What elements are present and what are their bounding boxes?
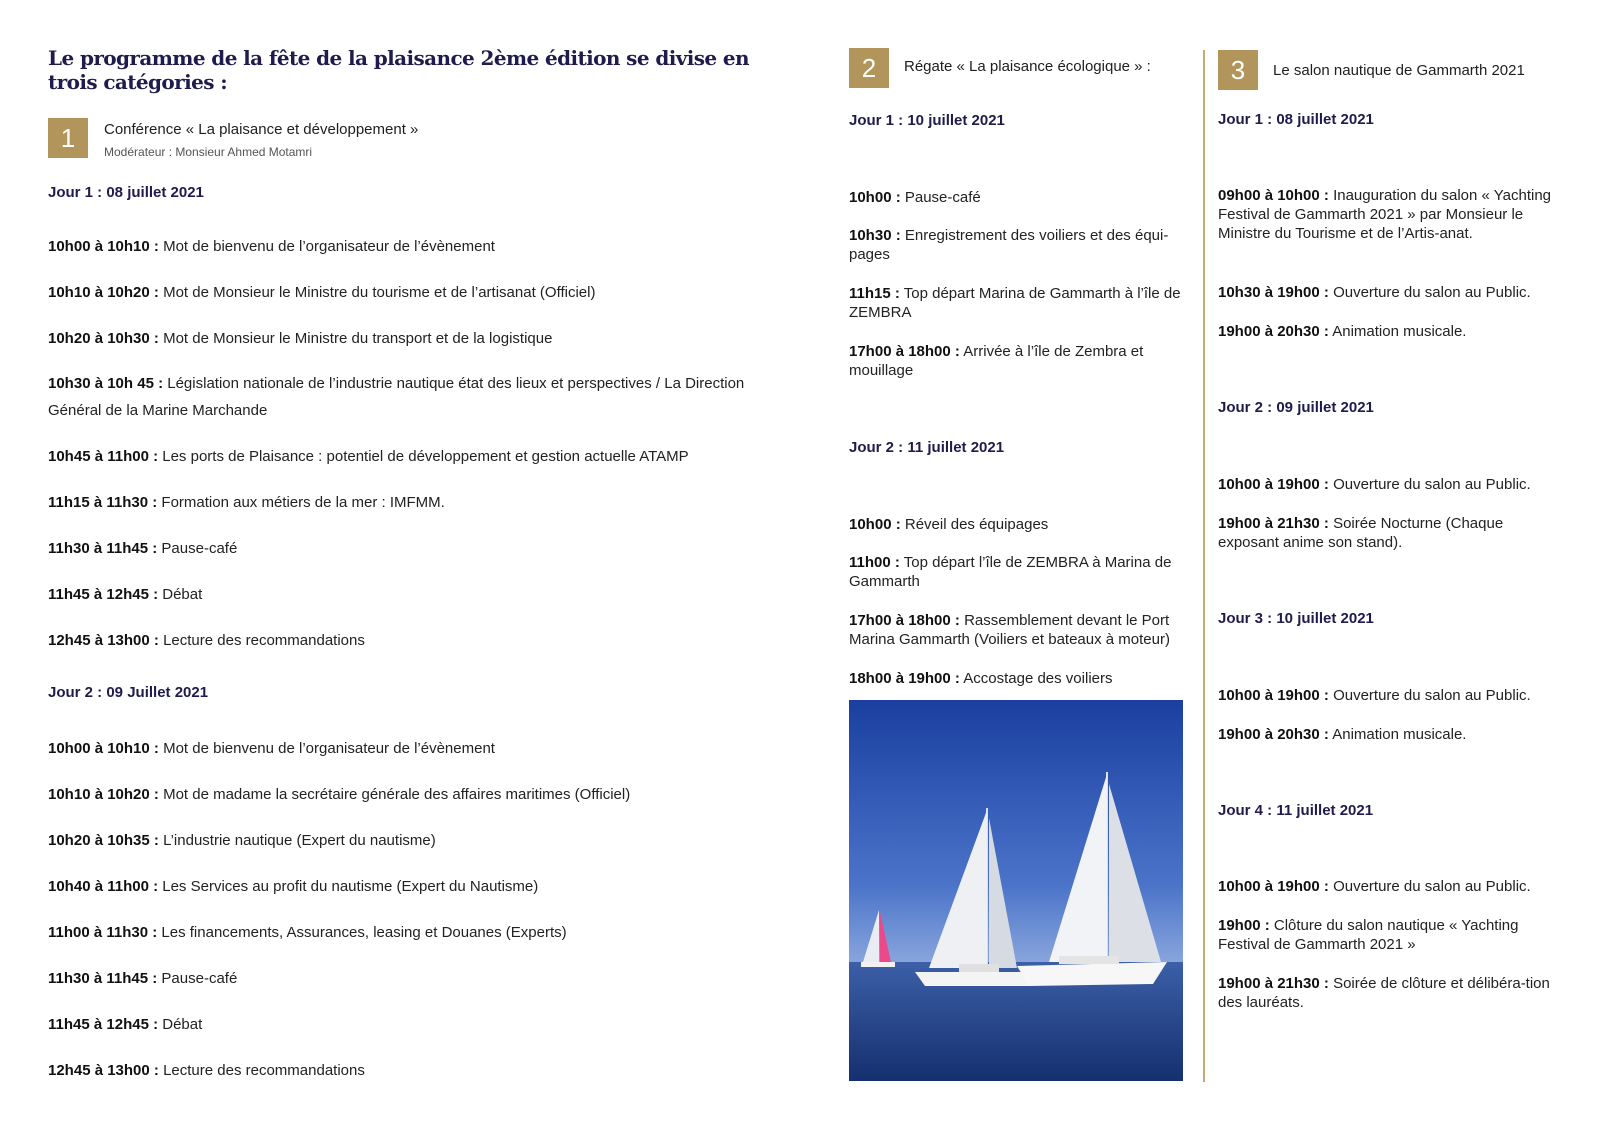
schedule-item [1218,686,1558,705]
item-text: Enregistrement des voiliers et des équi-pages [849,227,1169,263]
day-heading: Jour 1 : 08 juillet 2021 [1218,111,1374,128]
schedule-item [48,237,768,256]
schedule-item [48,785,768,804]
item-time: 10h00 à 19h00 : [1218,476,1329,493]
day-heading: Jour 2 : 09 juillet 2021 [1218,399,1374,416]
item-time: 11h45 à 12h45 : [48,1016,159,1033]
schedule-item [849,226,1199,264]
schedule-item [1218,916,1558,954]
item-text: Débat [158,586,203,603]
schedule-item [849,669,1199,688]
item-text: Top départ l’île de ZEMBRA à Marina de Gammarth [849,554,1172,590]
item-time: 18h00 à 19h00 : [849,670,960,687]
schedule-item [48,1015,768,1034]
item-time: 10h45 à 11h00 : [48,448,159,465]
day-heading: Jour 3 : 10 juillet 2021 [1218,610,1374,627]
item-text: Top départ Marina de Gammarth à l’île de ZEMBRA [849,285,1181,321]
item-time: 19h00 à 21h30 : [1218,975,1329,992]
schedule-item [48,631,768,650]
item-text: Mot de Monsieur le Ministre du transport et de la logistique [158,330,553,347]
item-text: Rassemblement devant le Port Marina Gammarth (Voiliers et bateaux à moteur) [849,612,1170,648]
schedule-item [48,539,768,558]
item-text: Mot de bienvenu de l’organisateur de l’évènement [158,740,495,757]
schedule-item [1218,475,1558,494]
item-text: Formation aux métiers de la mer : IMFMM. [157,494,445,511]
schedule-item [48,329,768,348]
day-heading: Jour 1 : 08 juillet 2021 [48,184,204,201]
page-title: Le programme de la fête de la plaisance 2ème édition se divise en trois catégories : [48,46,749,94]
item-time: 10h00 à 19h00 : [1218,878,1329,895]
item-text: Accostage des voiliers [959,670,1113,687]
item-text: Animation musicale. [1328,726,1467,743]
section-heading: Le salon nautique de Gammarth 2021 [1273,62,1525,79]
item-text: Lecture des recommandations [158,1062,365,1079]
schedule-item [48,283,768,302]
item-text: Mot de Monsieur le Ministre du tourisme et de l’artisanat (Officiel) [158,284,596,301]
schedule-item [48,493,768,512]
item-text: Pause-café [157,970,238,987]
item-text: Soirée Nocturne (Chaque exposant anime son stand). [1218,515,1504,551]
item-text: Ouverture du salon au Public. [1328,687,1531,704]
schedule-item [849,342,1199,380]
item-time: 11h00 : [849,554,900,571]
item-time: 10h00 : [849,189,901,206]
schedule-item [1218,186,1558,243]
schedule-item [849,515,1199,534]
schedule-item [48,923,768,942]
item-time: 10h20 à 10h30 : [48,330,159,347]
item-text: Les financements, Assurances, leasing et Douanes (Experts) [157,924,567,941]
schedule-item [48,739,768,758]
item-time: 17h00 à 18h00 : [849,343,960,360]
item-text: Mot de bienvenu de l’organisateur de l’évènement [158,238,495,255]
schedule-item [48,877,768,896]
day-heading: Jour 1 : 10 juillet 2021 [849,112,1005,129]
schedule-item [48,585,768,604]
schedule-item [1218,514,1558,552]
item-text: Clôture du salon nautique « Yachting Festival de Gammarth 2021 » [1218,917,1519,953]
item-time: 17h00 à 18h00 : [849,612,960,629]
schedule-item [849,611,1199,649]
item-time: 10h00 : [849,516,901,533]
item-text: Réveil des équipages [900,516,1049,533]
item-text: Ouverture du salon au Public. [1328,878,1531,895]
item-time: 10h00 à 10h10 : [48,740,159,757]
column-divider [1203,50,1205,1082]
item-time: 19h00 : [1218,917,1270,934]
schedule-item [849,553,1199,591]
item-time: 11h30 à 11h45 : [48,970,158,987]
item-time: 10h00 à 19h00 : [1218,687,1329,704]
item-time: 10h30 : [849,227,901,244]
schedule-item [48,370,768,424]
item-time: 11h15 à 11h30 : [48,494,158,511]
item-time: 10h30 à 19h00 : [1218,284,1329,301]
section-number-badge: 3 [1218,50,1258,90]
item-time: 09h00 à 10h00 : [1218,187,1329,204]
item-time: 10h40 à 11h00 : [48,878,159,895]
sailboats-photo [849,700,1183,1081]
item-text: Les Services au profit du nautisme (Expert du Nautisme) [158,878,539,895]
schedule-item [1218,283,1558,302]
section-number-badge: 2 [849,48,889,88]
moderator-line: Modérateur : Monsieur Ahmed Motamri [104,145,313,159]
day-heading: Jour 4 : 11 juillet 2021 [1218,802,1374,819]
schedule-item [1218,322,1558,341]
schedule-item [48,447,768,466]
item-text: Législation nationale de l’industrie nautique état des lieux et perspectives / La Direction Général de la Marine Marchande [48,375,745,419]
item-time: 11h15 : [849,285,900,302]
section-heading: Conférence « La plaisance et développement » [104,121,419,138]
schedule-item [48,831,768,850]
item-text: Mot de madame la secrétaire générale des affaires maritimes (Officiel) [158,786,631,803]
item-text: Pause-café [900,189,981,206]
item-time: 11h30 à 11h45 : [48,540,158,557]
item-time: 11h45 à 12h45 : [48,586,159,603]
item-text: Lecture des recommandations [158,632,365,649]
schedule-item [1218,725,1558,744]
day-heading: Jour 2 : 11 juillet 2021 [849,439,1005,456]
item-text: Débat [158,1016,203,1033]
section-number-badge: 1 [48,118,88,158]
item-time: 19h00 à 20h30 : [1218,323,1329,340]
schedule-item [48,1061,768,1080]
item-text: Arrivée à l’île de Zembra et mouillage [849,343,1144,379]
item-text: Les ports de Plaisance : potentiel de développement et gestion actuelle ATAMP [158,448,689,465]
item-time: 10h10 à 10h20 : [48,284,159,301]
schedule-item [849,284,1199,322]
schedule-item [1218,877,1558,896]
item-time: 10h20 à 10h35 : [48,832,159,849]
item-time: 11h00 à 11h30 : [48,924,158,941]
day-heading: Jour 2 : 09 Juillet 2021 [48,684,209,701]
section-heading: Régate « La plaisance écologique » : [904,58,1151,75]
item-time: 10h30 à 10h 45 : [48,375,164,392]
item-text: Pause-café [157,540,238,557]
item-time: 12h45 à 13h00 : [48,632,159,649]
item-text: Ouverture du salon au Public. [1328,284,1531,301]
item-text: Inauguration du salon « Yachting Festival de Gammarth 2021 » par Monsieur le Ministre du Tourisme et de l’Artis-anat. [1218,187,1552,242]
item-text: Animation musicale. [1328,323,1467,340]
schedule-item [1218,974,1558,1012]
item-time: 19h00 à 21h30 : [1218,515,1329,532]
item-text: Soirée de clôture et délibéra-tion des lauréats. [1218,975,1550,1011]
item-time: 10h10 à 10h20 : [48,786,159,803]
schedule-item [849,188,1199,207]
item-time: 12h45 à 13h00 : [48,1062,159,1079]
item-time: 10h00 à 10h10 : [48,238,159,255]
item-time: 19h00 à 20h30 : [1218,726,1329,743]
item-text: L’industrie nautique (Expert du nautisme) [158,832,436,849]
item-text: Ouverture du salon au Public. [1328,476,1531,493]
schedule-item [48,969,768,988]
